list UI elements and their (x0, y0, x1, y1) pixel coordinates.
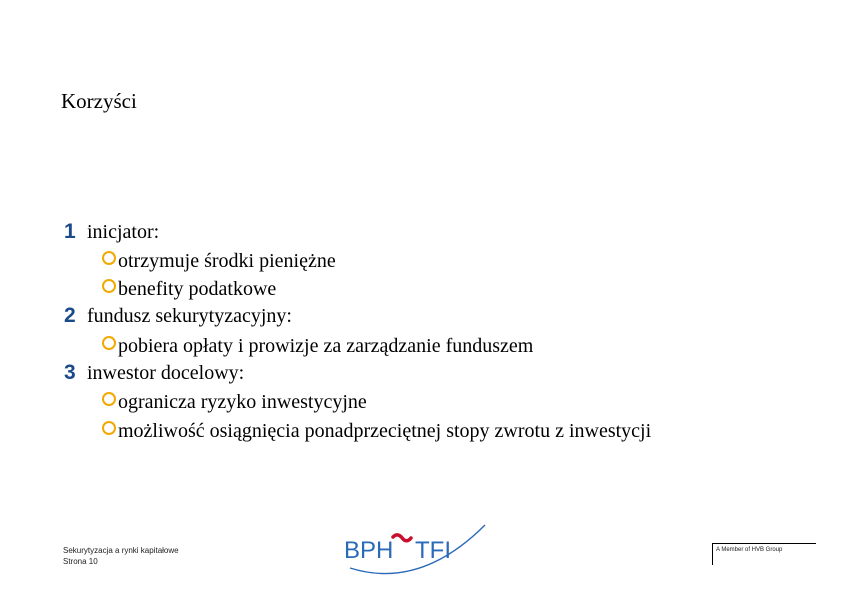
sub-item (102, 390, 367, 414)
circle-bullet-icon (102, 279, 116, 293)
item-label: inicjator: (87, 221, 160, 243)
circle-bullet-icon (102, 336, 116, 350)
sub-item-text: pobiera opłaty i prowizje za zarządzanie funduszem (118, 335, 534, 357)
sub-item (102, 249, 336, 273)
footer-presentation-title: Sekurytyzacja a rynki kapitałowe (63, 546, 179, 555)
sub-item-text: benefity podatkowe (118, 278, 277, 300)
item-number: 2 (64, 304, 76, 327)
sub-item-text: otrzymuje środki pieniężne (118, 250, 336, 272)
sub-item-text: możliwość osiągnięcia ponadprzeciętnej stopy zwrotu z inwestycji (118, 420, 652, 442)
item-label: fundusz sekurytyzacyjny: (87, 305, 292, 327)
item-label: inwestor docelowy: (87, 362, 245, 384)
item-number: 1 (64, 220, 76, 243)
circle-bullet-icon (102, 392, 116, 406)
sub-item-text: ogranicza ryzyko inwestycyjne (118, 391, 367, 413)
logo-text-tfi: TFI (415, 537, 451, 564)
footer-page-number: Strona 10 (63, 557, 98, 566)
group-membership-label: A Member of HVB Group (712, 543, 816, 565)
slide-title: Korzyści (61, 89, 137, 113)
circle-bullet-icon (102, 251, 116, 265)
sub-item (102, 277, 276, 301)
sub-item (102, 334, 533, 358)
logo-text-bph: BPH (344, 537, 394, 564)
item-number: 3 (64, 361, 76, 384)
circle-bullet-icon (102, 421, 116, 435)
sub-item (102, 419, 651, 443)
footer-caption (63, 545, 179, 567)
bph-tfi-logo (340, 520, 490, 582)
logo-swoosh-icon (393, 535, 411, 541)
